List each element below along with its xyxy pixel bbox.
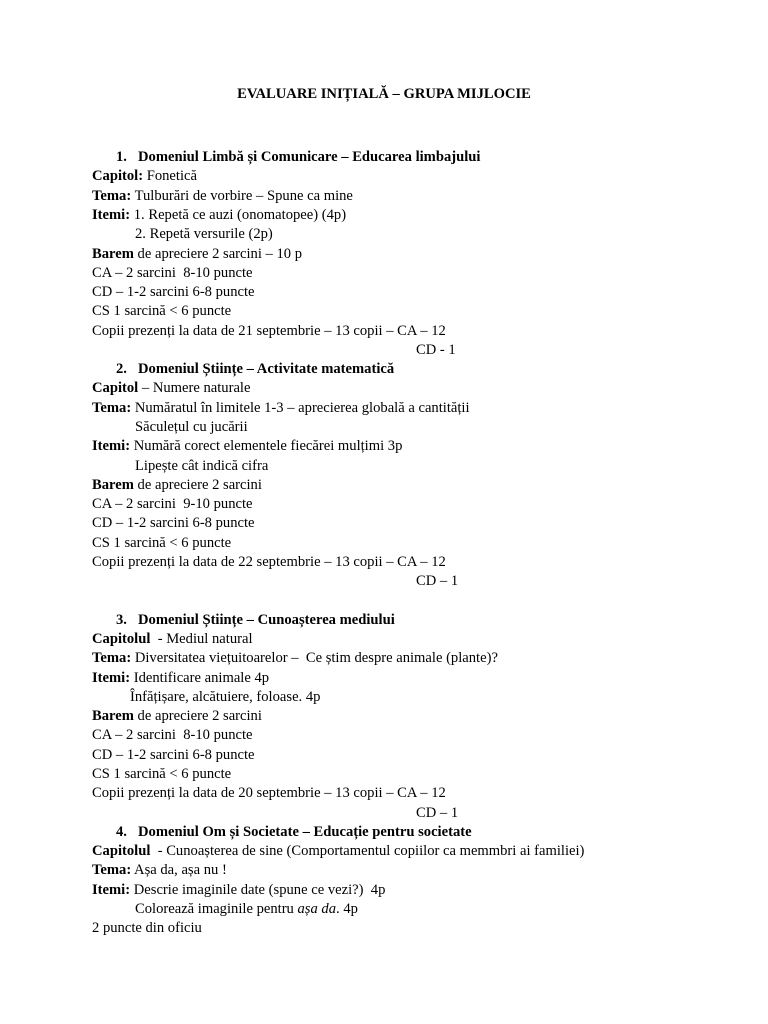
section-2-cs: CS 1 sarcină < 6 puncte — [92, 535, 232, 551]
section-1-copii: Copii prezenți la data de 21 septembrie – 13 copii – CA – 12 — [92, 323, 446, 339]
section-2-tema-2: Săculețul cu jucării — [135, 419, 248, 435]
section-4-itemi: Itemi: Descrie imaginile date (spune ce vezi?) 4p — [92, 882, 386, 898]
section-4-footer: 2 puncte din oficiu — [92, 920, 202, 936]
section-2-ca: CA – 2 sarcini 9-10 puncte — [92, 496, 253, 512]
section-1-barem: Barem de apreciere 2 sarcini – 10 p — [92, 246, 303, 262]
section-1-ca: CA – 2 sarcini 8-10 puncte — [92, 265, 253, 281]
section-2-heading: 2. Domeniul Științe – Activitate matematică — [116, 361, 395, 377]
section-2-itemi-2: Lipește cât indică cifra — [135, 458, 269, 474]
section-2-copii-cd: CD – 1 — [416, 573, 459, 589]
section-3-tema: Tema: Diversitatea viețuitoarelor – Ce știm despre animale (plante)? — [92, 650, 498, 666]
section-3-heading: 3. Domeniul Științe – Cunoașterea mediului — [116, 612, 395, 628]
section-1-itemi-2: 2. Repetă versurile (2p) — [135, 226, 273, 242]
section-3-itemi: Itemi: Identificare animale 4p — [92, 670, 270, 686]
document-title: EVALUARE INIȚIALĂ – GRUPA MIJLOCIE — [237, 86, 531, 102]
section-3-barem: Barem de apreciere 2 sarcini — [92, 708, 262, 724]
section-4-capitol: Capitolul - Cunoașterea de sine (Comportamentul copiilor ca memmbri ai familiei) — [92, 843, 585, 859]
section-3-cs: CS 1 sarcină < 6 puncte — [92, 766, 232, 782]
section-3-capitol: Capitolul - Mediul natural — [92, 631, 253, 647]
section-3-cd: CD – 1-2 sarcini 6-8 puncte — [92, 747, 255, 763]
section-1-itemi: Itemi: 1. Repetă ce auzi (onomatopee) (4p) — [92, 207, 347, 223]
section-4-tema: Tema: Așa da, așa nu ! — [92, 862, 227, 878]
section-2-itemi: Itemi: Numără corect elementele fiecărei mulțimi 3p — [92, 438, 403, 454]
section-1-copii-cd: CD - 1 — [416, 342, 456, 358]
section-1-cs: CS 1 sarcină < 6 puncte — [92, 303, 232, 319]
section-3-itemi-2: Înfățișare, alcătuiere, foloase. 4p — [130, 689, 321, 705]
section-2-copii: Copii prezenți la data de 22 septembrie – 13 copii – CA – 12 — [92, 554, 446, 570]
section-2-tema: Tema: Număratul în limitele 1-3 – aprecierea globală a cantității — [92, 400, 470, 416]
section-4-itemi-2: Colorează imaginile pentru așa da. 4p — [135, 901, 358, 917]
section-1-tema: Tema: Tulburări de vorbire – Spune ca mine — [92, 188, 353, 204]
section-2-capitol: Capitol – Numere naturale — [92, 380, 251, 396]
section-4-heading: 4. Domeniul Om și Societate – Educație pentru societate — [116, 824, 472, 840]
section-3-ca: CA – 2 sarcini 8-10 puncte — [92, 727, 253, 743]
section-2-barem: Barem de apreciere 2 sarcini — [92, 477, 262, 493]
section-3-copii: Copii prezenți la data de 20 septembrie – 13 copii – CA – 12 — [92, 785, 446, 801]
section-2-cd: CD – 1-2 sarcini 6-8 puncte — [92, 515, 255, 531]
section-1-capitol: Capitol: Fonetică — [92, 168, 197, 184]
section-3-copii-cd: CD – 1 — [416, 805, 459, 821]
section-1-heading: 1. Domeniul Limbă și Comunicare – Educarea limbajului — [116, 149, 481, 165]
section-1-cd: CD – 1-2 sarcini 6-8 puncte — [92, 284, 255, 300]
